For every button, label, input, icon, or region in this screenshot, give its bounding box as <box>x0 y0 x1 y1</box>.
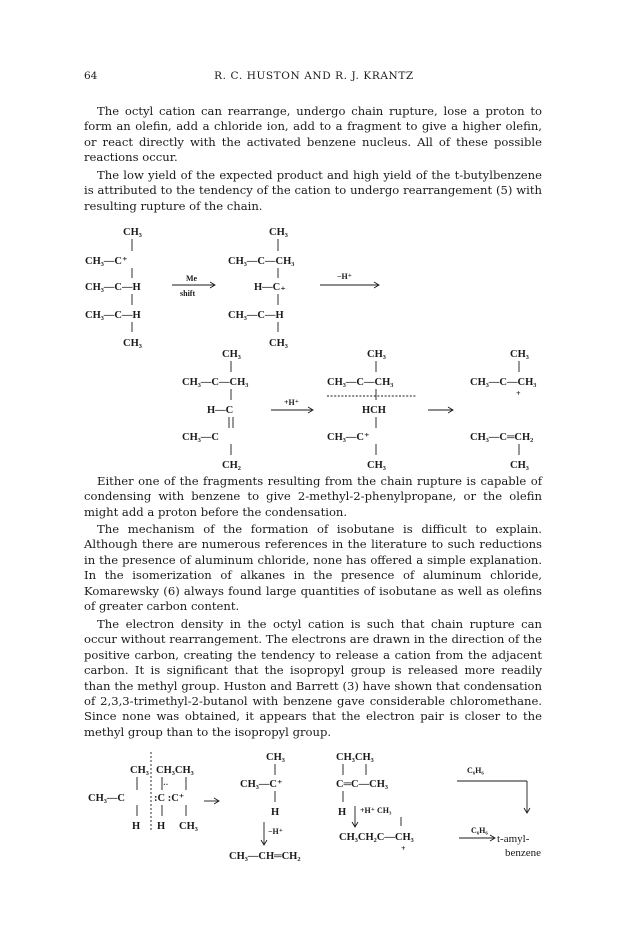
s1-mid-row1: CH₃—C—CH₃ <box>228 256 295 267</box>
s1-arrow-label-bottom: shift <box>180 289 196 298</box>
s2-c-row1: CH₃—C—CH₃ <box>470 377 537 388</box>
s2-a-ch3-top: CH₃ <box>222 349 241 360</box>
s3-a-h: H <box>132 821 141 832</box>
s3-a-ch3ch3: CH₃CH₃ <box>156 765 194 776</box>
s2-a-ch2-bottom: CH₂ <box>222 460 241 471</box>
scheme-1 <box>85 227 379 349</box>
s2-arrow-label: +H⁺ <box>284 398 300 407</box>
paragraph-4: The mechanism of the formation of isobutane is difficult to explain. Although there are numerous references in the literature to such reductions in the presence of aluminum chloride, none has offered a simple explanation. In the isomerization of alkanes in the presence of aluminum chloride, Komarewsky (6) always found large quantities of isobutane as well as olefins of greater carbon content. <box>84 522 542 614</box>
s3-c6h6-top: C₆H₆ <box>467 766 484 775</box>
s1-left-row3: CH₃—C—H <box>85 310 141 321</box>
s3-b-ch3-top: CH₃ <box>266 752 285 763</box>
s2-a-row1: CH₃—C—CH₃ <box>182 377 249 388</box>
s1-mid-row2: H—C₊ <box>254 282 286 293</box>
s1-arrow-label-top: Me <box>186 274 198 283</box>
s3-c6h6-arrow-label: C₆H₆ <box>471 826 488 835</box>
s2-b-row2: HCH <box>362 405 386 416</box>
scheme-3 <box>88 752 541 862</box>
s3-a-left: CH₃—C <box>88 793 125 804</box>
s3-a-ch3-bottom: CH₃ <box>179 821 198 832</box>
s3-plus-h-ch3: +H⁺ CH₃ <box>360 806 392 815</box>
s1-left-row1: CH₃—C⁺ <box>85 256 128 267</box>
s3-b-row: CH₃—C⁺ <box>240 779 283 790</box>
paragraph-2: The low yield of the expected product and high yield of the t-butylbenzene is attributed to the tendency of the cation to undergo rearrangement (5) with resulting rupture of the chain. <box>84 168 542 213</box>
s3-chain-plus: + <box>401 844 406 853</box>
s1-left-ch3-top: CH₃ <box>123 227 142 238</box>
s2-c-ch3-top: CH₃ <box>510 349 529 360</box>
s3-benzene: benzene <box>505 847 542 859</box>
s1-arrow-proton-label: −H⁺ <box>337 272 353 281</box>
s3-a-right: :C :C⁺ <box>154 793 185 804</box>
s1-left-row2: CH₃—C—H <box>85 282 141 293</box>
s2-a-row3: CH₃—C <box>182 432 219 443</box>
s2-d-row: CH₃—C═CH₂ <box>470 432 534 443</box>
s2-b-row1: CH₃—C—CH₃ <box>327 377 394 388</box>
s3-electron-dots: ·· <box>163 780 169 789</box>
s3-a-h2: H <box>157 821 166 832</box>
scheme-2 <box>182 349 536 471</box>
s1-mid-row3: CH₃—C—H <box>228 310 284 321</box>
s1-left-ch3-bottom: CH₃ <box>123 338 142 349</box>
s3-chain: CH₃CH₂C—CH₃ <box>339 832 414 843</box>
s2-b-row3: CH₃—C⁺ <box>327 432 370 443</box>
s2-c-plus: + <box>516 389 521 398</box>
s2-d-ch3-bottom: CH₃ <box>510 460 529 471</box>
s3-a-ch3-top: CH₃ <box>130 765 149 776</box>
s3-propene: CH₃—CH═CH₂ <box>229 851 301 862</box>
s3-minus-h: −H⁺ <box>268 827 284 836</box>
s1-mid-ch3-bottom: CH₃ <box>269 338 288 349</box>
paragraph-5: The electron density in the octyl cation is such that chain rupture can occur without rearrangement. The electrons are drawn in the direction of the positive carbon, creating the tendency to release a cation from the adjacent carbon. It is significant that the isopropyl group is released more readily than the methyl group. Huston and Barrett (3) have shown that condensation of 2,3,3-trimethyl-2-butanol with benzene gave considerable chloromethane. Since none was obtained, it appears that the electron pair is closer to the methyl group than to the isopropyl group. <box>84 617 542 739</box>
s3-b-h: H <box>271 807 280 818</box>
s3-t-amyl: t-amyl- <box>497 833 530 845</box>
s2-b-ch3-top: CH₃ <box>367 349 386 360</box>
running-title: R. C. HUSTON AND R. J. KRANTZ <box>214 70 414 82</box>
paragraph-3: Either one of the fragments resulting from the chain rupture is capable of condensing with benzene to give 2-methyl-2-phenylpropane, or the olefin might add a proton before the condensation. <box>84 474 542 519</box>
paragraph-1: The octyl cation can rearrange, undergo chain rupture, lose a proton to form an olefin, add a chloride ion, add to a fragment to give a higher olefin, or react directly with the activated benzene nucleus. All of these possible reactions occur. <box>84 104 542 165</box>
s3-c-h: H <box>338 807 347 818</box>
s2-b-ch3-bottom: CH₃ <box>367 460 386 471</box>
s2-a-row2: H—C <box>207 405 234 416</box>
page-number: 64 <box>84 70 98 82</box>
s1-mid-ch3-top: CH₃ <box>269 227 288 238</box>
s3-c-ch3ch3: CH₃CH₃ <box>336 752 374 763</box>
s3-c-row: C═C—CH₃ <box>336 779 389 790</box>
